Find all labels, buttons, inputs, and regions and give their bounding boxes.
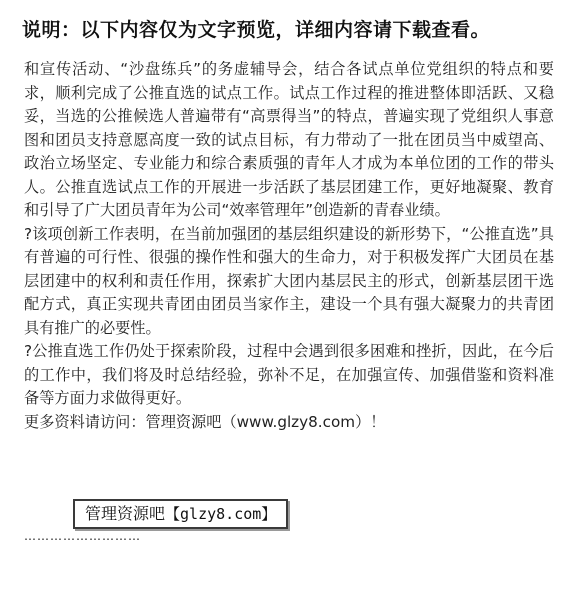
preview-notice-heading: 说明：以下内容仅为文字预览，详细内容请下载查看。 — [22, 19, 491, 41]
site-domain: 【glzy8.com】 — [165, 505, 277, 523]
site-watermark-badge — [73, 499, 288, 529]
paragraph-significance: ?该项创新工作表明，在当前加强团的基层组织建设的新形势下，“公推直选”具有普遍的可行性、很强的操作性和强大的生命力，对于积极发挥广大团员在基层团建中的权利和责任作用，探索扩大团内基层民主的形式，创新基层团干选配方式，真正实现共青团由团员当家作主，建设一个具有强大凝聚力的共青团具有推广的必要性。 — [24, 224, 554, 337]
paragraph-outlook: ?公推直选工作仍处于探索阶段，过程中会遇到很多困难和挫折，因此，在今后的工作中，我们将及时总结经验，弥补不足，在加强宣传、加强借鉴和资料准备等方面力求做得更好。 — [24, 342, 554, 407]
document-body — [24, 58, 554, 434]
ellipsis-dots: ……………………… — [24, 529, 141, 543]
site-name: 管理资源吧 — [85, 504, 166, 523]
paragraph-results: 和宣传活动、“沙盘练兵”的务虚辅导会，结合各试点单位党组织的特点和要求，顺利完成了公推直选的试点工作。试点工作过程的推进整体即活跃、又稳妥，当选的公推候选人普遍带有“高票得当”的特点，普遍实现了党组织人事意图和团员支持意愿高度一致的试点目标，有力带动了一批在团员当中威望高、政治立场坚定、专业能力和综合素质强的青年人才成为本单位团的工作的带头人。公推直选试点工作的开展进一步活跃了基层团建工作，更好地凝聚、教育和引导了广大团员青年为公司“效率管理年”创造新的青春业绩。 — [24, 60, 554, 219]
more-resources-line: 更多资料请访问：管理资源吧（www.glzy8.com）！ — [24, 412, 386, 431]
